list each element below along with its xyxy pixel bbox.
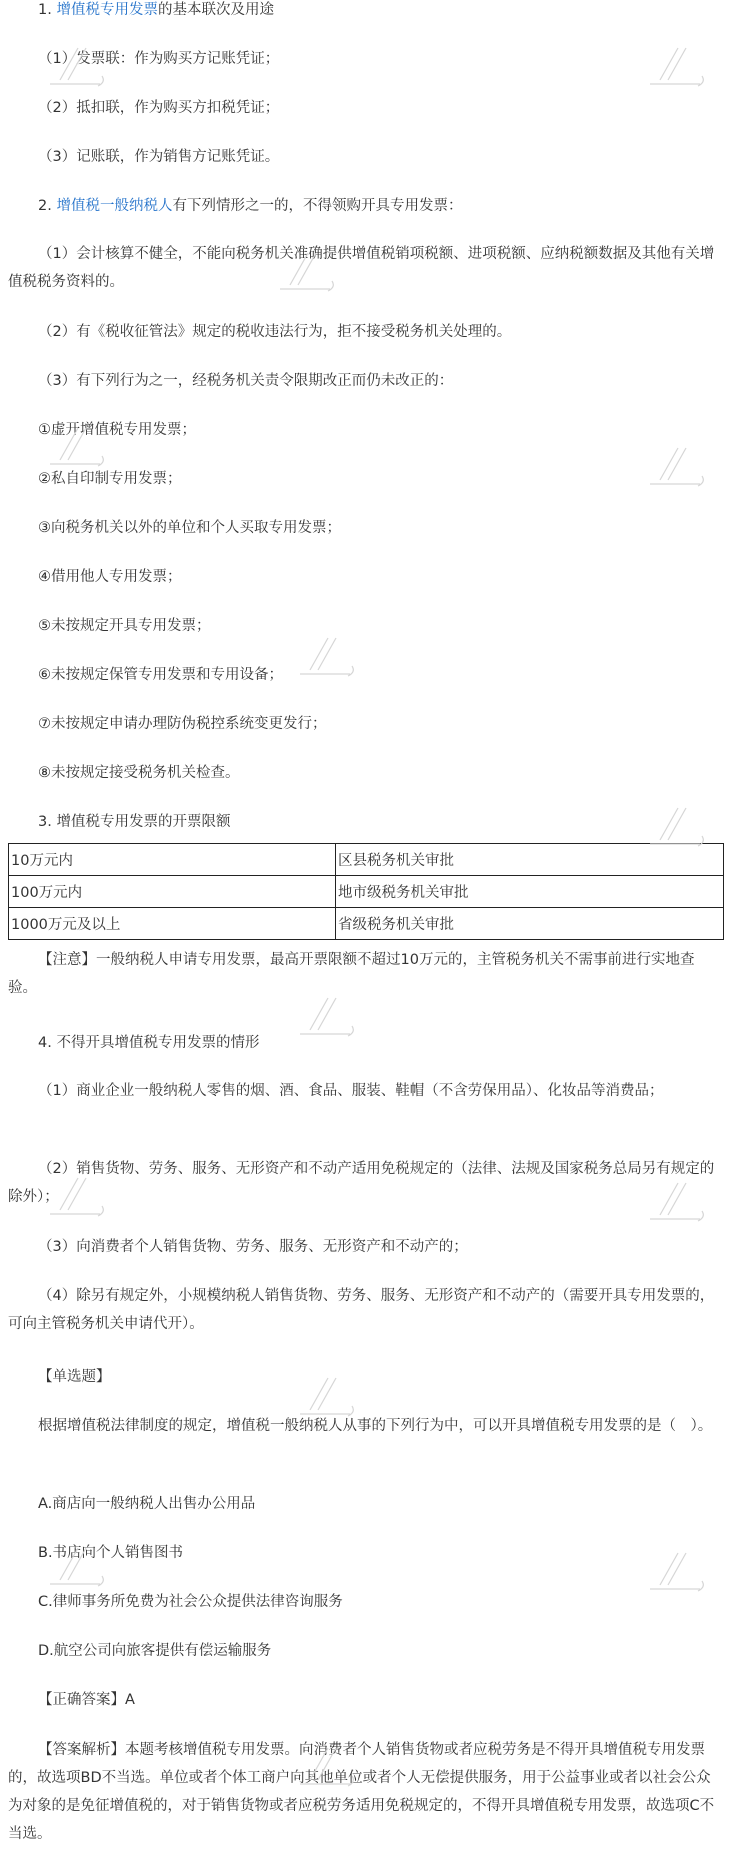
- quiz-question: 根据增值税法律制度的规定，增值税一般纳税人从事的下列行为中，可以开具增值税专用发票的是（ ）。: [38, 1418, 713, 1434]
- section-1-heading-text: 的基本联次及用途: [157, 2, 274, 18]
- s4-item-3: （3）向消费者个人销售货物、劳务、服务、无形资产和不动产的；: [38, 1239, 468, 1255]
- table-cell: 省级税务机关审批: [336, 908, 724, 940]
- vat-special-invoice-link[interactable]: 增值税专用发票: [56, 2, 158, 18]
- s2-subitem-1: ①虚开增值税专用发票；: [38, 422, 196, 438]
- section-4-heading: 4. 不得开具增值税专用发票的情形: [38, 1035, 260, 1051]
- s1-item-3: （3）记账联，作为销售方记账凭证。: [38, 149, 280, 165]
- table-cell: 10万元内: [9, 844, 336, 876]
- section-3-heading: 3. 增值税专用发票的开票限额: [38, 814, 231, 830]
- s2-item-2: （2）有《税收征管法》规定的税收违法行为，拒不接受税务机关处理的。: [38, 324, 512, 340]
- section-2-heading-text: 有下列情形之一的，不得领购开具专用发票：: [172, 198, 463, 214]
- s1-item-2: （2）抵扣联，作为购买方扣税凭证；: [38, 100, 280, 116]
- s2-subitem-7: ⑦未按规定申请办理防伪税控系统变更发行；: [38, 716, 327, 732]
- table-row: [9, 908, 724, 940]
- section-1-number: 1.: [38, 2, 57, 18]
- s2-subitem-4: ④借用他人专用发票；: [38, 569, 182, 585]
- table-cell: 地市级税务机关审批: [336, 876, 724, 908]
- table-row: [9, 844, 724, 876]
- table-row: [9, 876, 724, 908]
- s2-item-3: （3）有下列行为之一，经税务机关责令限期改正而仍未改正的：: [38, 373, 454, 389]
- quiz-option-c: C.律师事务所免费为社会公众提供法律咨询服务: [38, 1594, 343, 1610]
- section-2-heading: [8, 192, 723, 220]
- s4-item-2: （2）销售货物、劳务、服务、无形资产和不动产适用免税规定的（法律、法规及国家税务总局另有规定的除外）；: [8, 1161, 715, 1205]
- section-1-heading: [8, 0, 723, 24]
- quiz-option-b: B.书店向个人销售图书: [38, 1545, 184, 1561]
- invoice-limit-table: [8, 843, 724, 940]
- s4-item-4: （4）除另有规定外，小规模纳税人销售货物、劳务、服务、无形资产和不动产的（需要开具专用发票的，可向主管税务机关申请代开）。: [8, 1288, 715, 1332]
- s4-item-1: （1）商业企业一般纳税人零售的烟、酒、食品、服装、鞋帽（不含劳保用品）、化妆品等消费品；: [38, 1083, 664, 1099]
- quiz-option-a: A.商店向一般纳税人出售办公用品: [38, 1496, 256, 1512]
- note-paragraph: 【注意】一般纳税人申请专用发票，最高开票限额不超过10万元的，主管税务机关不需事前进行实地查验。: [8, 952, 695, 996]
- s2-subitem-3: ③向税务机关以外的单位和个人买取专用发票；: [38, 520, 341, 536]
- s2-subitem-5: ⑤未按规定开具专用发票；: [38, 618, 211, 634]
- section-2-number: 2.: [38, 198, 57, 214]
- quiz-type-label: 【单选题】: [38, 1369, 111, 1385]
- table-cell: 区县税务机关审批: [336, 844, 724, 876]
- quiz-correct-answer: 【正确答案】A: [38, 1692, 135, 1708]
- quiz-option-d: D.航空公司向旅客提供有偿运输服务: [38, 1643, 272, 1659]
- s2-item-1: （1）会计核算不健全，不能向税务机关准确提供增值税销项税额、进项税额、应纳税额数据及其他有关增值税税务资料的。: [8, 246, 715, 290]
- table-cell: 1000万元及以上: [9, 908, 336, 940]
- table-cell: 100万元内: [9, 876, 336, 908]
- quiz-answer-analysis: 【答案解析】本题考核增值税专用发票。向消费者个人销售货物或者应税劳务是不得开具增值税专用发票的，故选项BD不当选。单位或者个体工商户向其他单位或者个人无偿提供服务，用于公益事业或者以社会公众为对象的是免征增值税的，对于销售货物或者应税劳务适用免税规定的，不得开具增值税专用发票，故选项C不当选。: [8, 1742, 715, 1842]
- s1-item-1: （1）发票联：作为购买方记账凭证；: [38, 51, 280, 67]
- s2-subitem-2: ②私自印制专用发票；: [38, 471, 182, 487]
- s2-subitem-8: ⑧未按规定接受税务机关检查。: [38, 765, 240, 781]
- s2-subitem-6: ⑥未按规定保管专用发票和专用设备；: [38, 667, 283, 683]
- vat-general-taxpayer-link[interactable]: 增值税一般纳税人: [56, 198, 173, 214]
